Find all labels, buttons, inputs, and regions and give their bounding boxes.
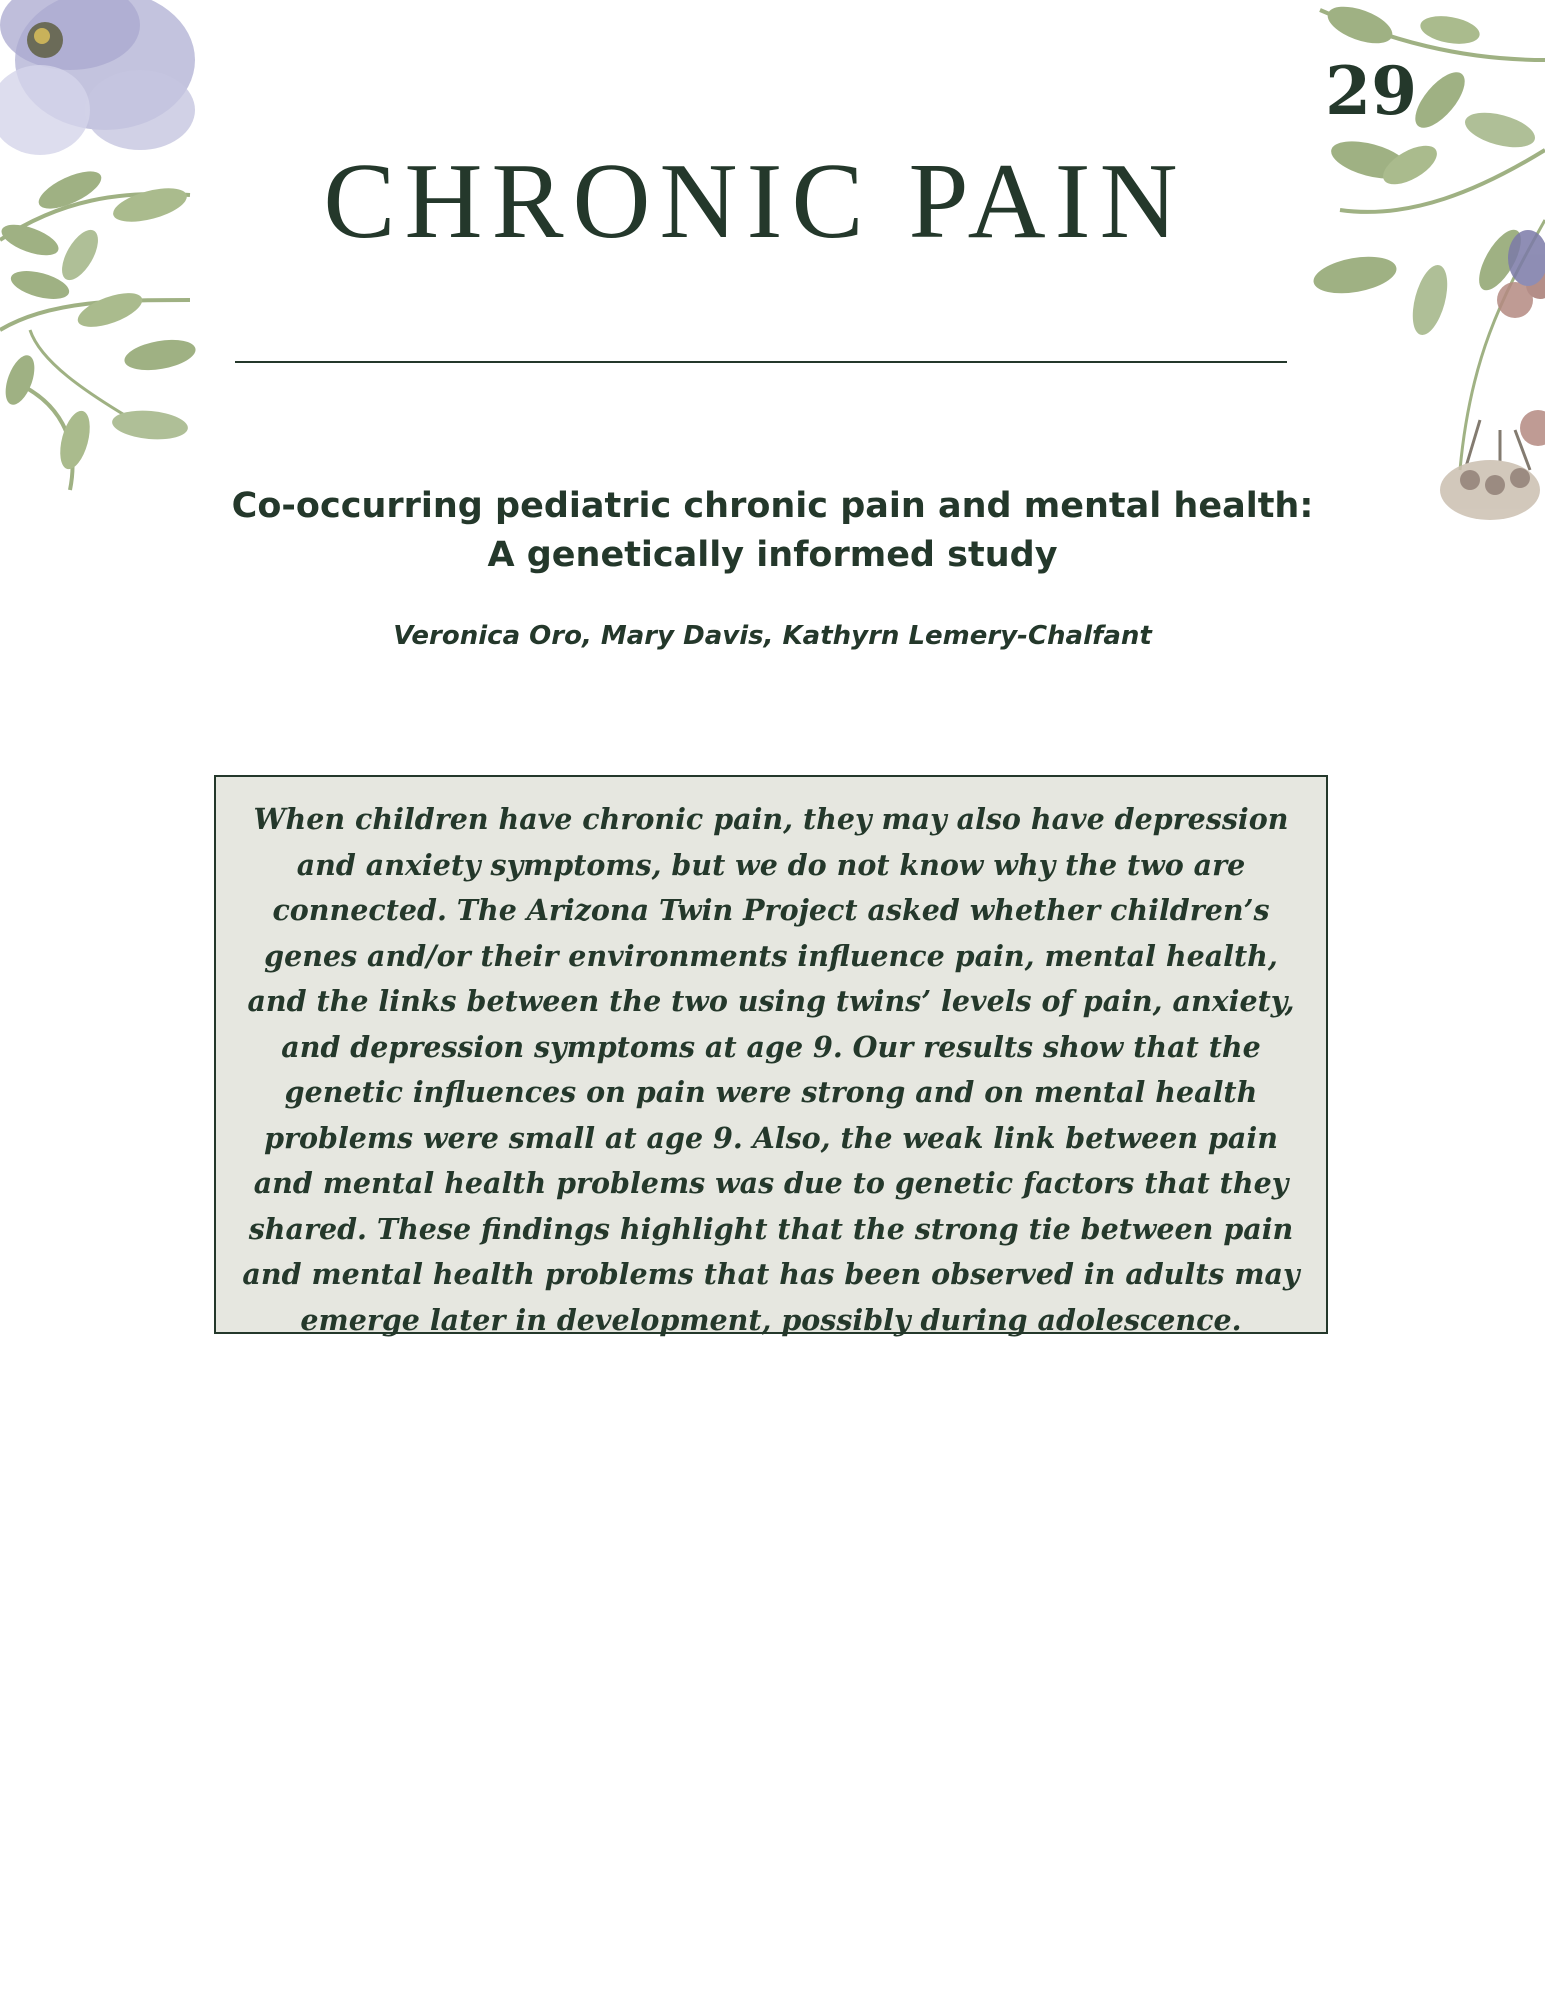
article-title-line-1: Co-occurring pediatric chronic pain and mental health: [231,486,1314,526]
summary-box [214,775,1328,1337]
article-authors: Veronica Oro, Mary Davis, Kathyrn Lemery-Chalfant [393,621,1152,651]
title-divider [235,361,1287,363]
page-title: CHRONIC PAIN [323,142,1187,261]
page-number: 29 [1325,52,1417,130]
summary-text: When children have chronic pain, they may also have depression and anxiety symptoms, but we do not know why the two are connected. The Arizona Twin Project asked whether children’s genes and/or their environments influence pain, mental health, and the links between the two using twins’ levels of pain, anxiety, and depression symptoms at age 9. Our results show that the genetic influences on pain were strong and on mental health problems were small at age 9. Also, the weak link between pain and mental health problems was due to genetic factors that they shared. These findings highlight that the strong tie between pain and mental health problems that has been observed in adults may emerge later in development, possibly during adolescence. [242,802,1300,1337]
article-title-line-2: A genetically informed study [487,535,1058,575]
article-title [0,482,1545,580]
